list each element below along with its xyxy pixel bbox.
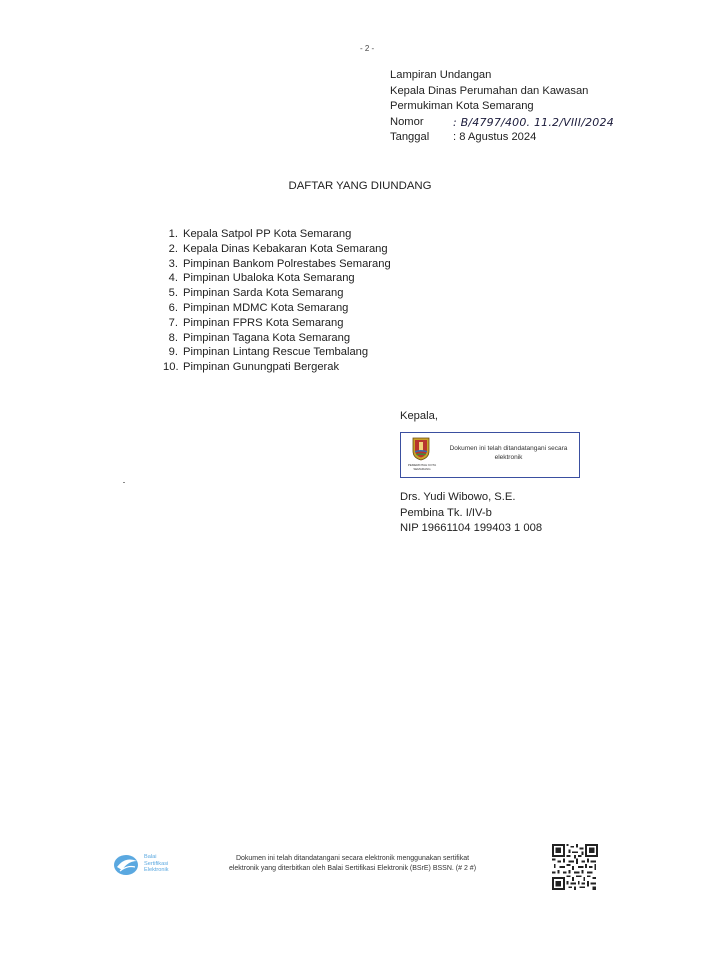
item-text: Pimpinan FPRS Kota Semarang (183, 316, 344, 329)
item-text: Pimpinan MDMC Kota Semarang (183, 301, 349, 314)
document-title: DAFTAR YANG DIUNDANG (288, 180, 432, 192)
list-item (163, 360, 391, 375)
tanggal-label: Tanggal (390, 131, 430, 143)
nomor-label: Nomor (390, 115, 424, 128)
logo-line: Balai (144, 854, 157, 860)
signer-rank: Pembina Tk. I/IV-b (400, 506, 492, 519)
item-number: 3. (168, 257, 178, 270)
list-item (163, 286, 391, 301)
tanggal-value: : 8 Agustus 2024 (453, 131, 537, 143)
item-text: Pimpinan Gunungpati Bergerak (183, 361, 340, 374)
item-number: 7. (168, 316, 178, 329)
item-number: 1. (168, 228, 178, 240)
header-line: Lampiran Undangan (390, 69, 492, 81)
item-text: Pimpinan Lintang Rescue Tembalang (183, 346, 369, 359)
item-text: Kepala Dinas Kebakaran Kota Semarang (183, 242, 388, 255)
footer-disclaimer (200, 854, 505, 874)
item-text: Kepala Satpol PP Kota Semarang (183, 228, 352, 240)
item-number: 6. (168, 301, 178, 314)
seal-caption: PEMERINTAH KOTA SEMARANG (407, 463, 437, 471)
item-text: Pimpinan Sarda Kota Semarang (183, 287, 344, 300)
signature-stamp-text: Dokumen ini telah ditandatangani secara elektronik (449, 445, 568, 461)
list-item (163, 331, 391, 346)
bsre-logo (113, 852, 195, 878)
nomor-row (390, 115, 614, 131)
item-text: Pimpinan Bankom Polrestabes Semarang (183, 257, 391, 270)
list-item (163, 257, 391, 272)
footer-line: Dokumen ini telah ditandatangani secara elektronik menggunakan sertifikat (235, 855, 470, 862)
nomor-value: : B/4797/400. 11.2/VIII/2024 (453, 115, 614, 129)
item-number: 9. (168, 346, 178, 359)
attachment-header (390, 68, 614, 146)
signer-block (400, 490, 542, 537)
list-item (163, 242, 391, 257)
signer-position: Kepala, (400, 410, 438, 422)
electronic-signature-stamp (400, 432, 580, 478)
item-text: Pimpinan Ubaloka Kota Semarang (183, 272, 355, 285)
item-number: 10. (163, 361, 179, 374)
header-line: Kepala Dinas Perumahan dan Kawasan (390, 84, 589, 97)
logo-line: Sertifikasi (144, 860, 169, 867)
item-number: 8. (168, 331, 178, 344)
item-number: 5. (168, 287, 178, 300)
logo-line: Elektronik (144, 867, 169, 874)
footer-line: elektronik yang diterbitkan oleh Balai Sertifikasi Elektronik (BSrE) BSSN. (# 2 #) (228, 865, 477, 873)
bsre-logo-text (144, 854, 169, 874)
invitee-list (163, 227, 391, 375)
bsre-emblem-icon (113, 852, 141, 878)
item-text: Pimpinan Tagana Kota Semarang (183, 331, 351, 344)
list-item (163, 345, 391, 360)
signer-nip: NIP 19661104 199403 1 008 (400, 522, 543, 534)
qr-code-icon (552, 844, 598, 890)
header-line: Permukiman Kota Semarang (390, 100, 534, 112)
page-number: - 2 - (360, 44, 375, 53)
tanggal-row (390, 130, 614, 146)
item-number: 2. (168, 242, 178, 255)
list-item (163, 316, 391, 331)
list-item (163, 227, 391, 242)
signer-name: Drs. Yudi Wibowo, S.E. (400, 491, 516, 503)
city-seal-icon (412, 437, 430, 461)
scan-artifact (123, 482, 125, 483)
item-number: 4. (168, 272, 178, 285)
list-item (163, 301, 391, 316)
list-item (163, 271, 391, 286)
